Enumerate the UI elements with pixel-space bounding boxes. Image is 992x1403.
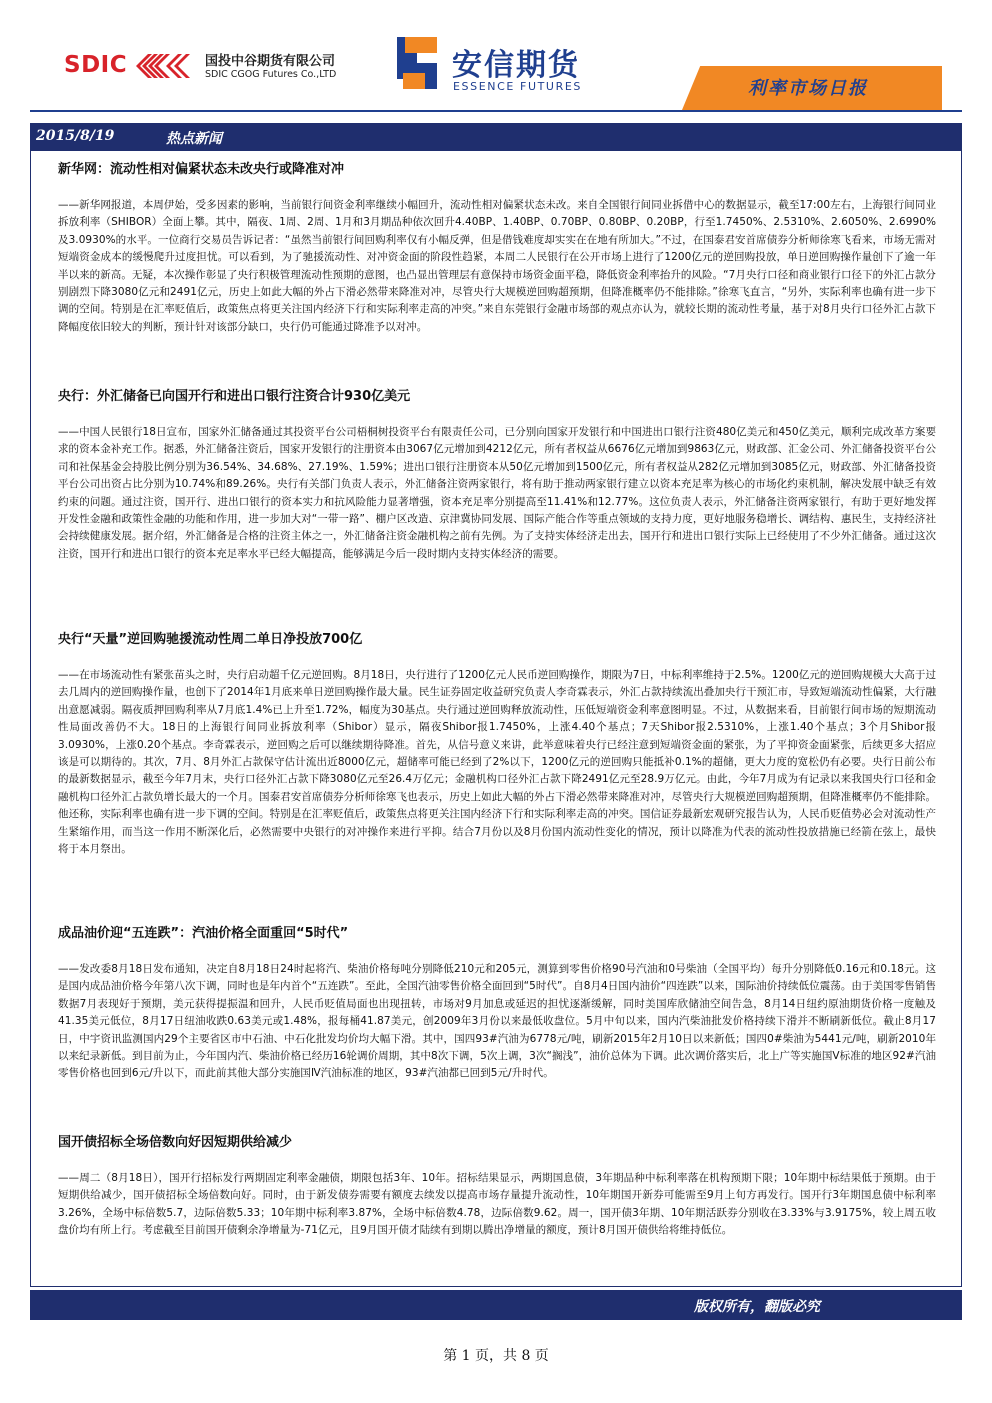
report-header [0,0,992,120]
news-item [58,1133,936,1240]
news-title: 央行：外汇储备已向国开行和进出口银行注资合计930亿美元 [58,389,411,404]
news-title: 央行“天量”逆回购驰援流动性周二单日净投放700亿 [58,632,363,647]
news-body: ——在市场流动性有紧张苗头之时，央行启动超千亿元逆回购。8月18日，央行进行了1200亿元人民币逆回购操作，期限为7日，中标利率维持于2.5%。1200亿元的逆回购规模大大高于过去几周内的逆回购操作量，也创下了2014年1月底来单日逆回购操作最大量。民生证券固定收益研究负责人李奇霖表示，外汇占款持续流出叠加央行干预汇市，导致短端流动性偏紧，大行融出意愿减弱。隔夜质押回购利率从7月底1.4%已上升至1.72%，幅度为30基点。央行通过逆回购释放流动性，压低短端资金利率意图明显。不过，从数据来看，目前银行间市场的短期流动性局面改善仍不大。18日的上海银行间同业拆放利率（Shibor）显示，隔夜Shibor报1.7450%，上涨4.40个基点；7天Shibor报2.5310%，上涨1.40个基点；3个月Shibor报3.0930%，上涨0.20个基点。李奇霖表示，逆回购之后可以继续期待降准。首先，从信号意义来讲，此举意味着央行已经注意到短端资金面的紧张，为了平抑资金面紧张，后续更多大招应该是可以期待的。其次，7月、8月外汇占款保守估计流出近8000亿元，超储率可能已经到了2%以下，1200亿元的逆回购只能抵补0.1%的超储，更大力度的宽松仍有必要。央行日前公布的最新数据显示，截至今年7月末，央行口径外汇占款下降3080亿元至26.4万亿元；金融机构口径外汇占款下降2491亿元至28.9万亿元。由此，今年7月成为有记录以来我国央行口径和金融机构口径外汇占款负增长最大的一个月。国泰君安首席债券分析师徐寒飞也表示，历史上如此大幅的外占下滑必然带来降准对冲，尽管央行大规模逆回购超预期，但降准概率仍不能排除。他还称，实际利率也确有进一步下调的空间。特别是在汇率贬值后，政策焦点将更关注国内经济下行和实际利率走高的冲突。国信证券最新宏观研究报告认为，人民币贬值势必会对流动性产生紧缩作用，而当这一作用不断深化后，必然需要中央银行的对冲操作来进行平抑。结合7月份以及8月份国内流动性变化的情况，预计以降准为代表的流动性投放措施已经箭在弦上，最快将于本月祭出。 [58,669,936,856]
copyright-bar [30,1290,962,1320]
date-section-bar [30,123,962,151]
news-title: 成品油价迎“五连跌”：汽油价格全面重回“5时代” [58,926,349,941]
news-item [58,630,936,858]
company-name-en: SDIC CGOG Futures Co.,LTD [205,69,337,80]
news-title: 新华网：流动性相对偏紧状态未改央行或降准对冲 [58,162,345,177]
section-title: 热点新闻 [166,131,222,147]
report-date: 2015/8/19 [36,128,115,144]
essence-logo-icon [393,33,441,93]
sdic-logo-text: SDIC [64,52,128,78]
news-item [58,924,936,1083]
news-item [58,387,936,563]
news-body: ——周二（8月18日），国开行招标发行两期固定利率金融债，期限包括3年、10年。招标结果显示，两期国息债，3年期品种中标利率落在机构预期下限；10年期中标结果低于预期。由于短期供给减少，国开债招标全场倍数向好。同时，由于新发债券需要有额度去续发以提高市场存量提升流动性，10年期国开新券可能需至9月上旬方再发行。国开行3年期国息债中标利率3.26%，全场中标倍数5.7，边际倍数5.33；10年期中标利率3.87%，全场中标倍数4.78，边际倍数9.62。周一，国开债3年期、10年期活跃券分别收在3.33%与3.9175%，较上周五收盘价均有所上行。考虑截至目前国开债剩余净增量为-71亿元，且9月国开债才陆续有到期以腾出净增量的额度，预计8月国开债供给将维持低位。 [58,1172,936,1237]
news-body: ——中国人民银行18日宣布，国家外汇储备通过其投资平台公司梧桐树投资平台有限责任公司，已分别向国家开发银行和中国进出口银行注资480亿美元和450亿美元，顺利完成改革方案要求的资本金补充工作。据悉，外汇储备注资后，国家开发银行的注册资本由3067亿元增加到4212亿元，所有者权益从6676亿元增加到9863亿元，财政部、汇金公司、外汇储备投资平台公司和社保基金会持股比例分别为36.54%、34.68%、27.19%、1.59%；进出口银行注册资本从50亿元增加到1500亿元，所有者权益从282亿元增加到3085亿元，财政部、外汇储备投资平台公司出资占比分别为10.74%和89.26%。央行有关部门负责人表示，外汇储备注资两家银行，将有助于推动两家银行建立以资本充足率为核心的市场化约束机制，解决发展中缺乏有效约束的问题。通过注资，国开行、进出口银行的资本实力和抗风险能力显著增强，资本充足率分别提高至11.41%和12.77%。这位负责人表示，外汇储备注资两家银行，有助于更好地发挥开发性金融和政策性金融的功能和作用，进一步加大对“一带一路”、棚户区改造、京津冀协同发展、国际产能合作等重点领域的支持力度，更好地服务稳增长、调结构、惠民生，支持经济社会持续健康发展。据介绍，外汇储备是合格的注资主体之一，外汇储备注资金融机构之前有先例。为了支持实体经济走出去，国开行和进出口银行实际上已经使用了不少外汇储备。通过这次注资，国开行和进出口银行的资本充足率水平已经大幅提高，能够满足今后一段时期内支持实体经济的需要。 [58,426,936,560]
news-body: ——发改委8月18日发布通知，决定自8月18日24时起将汽、柴油价格每吨分别降低210元和205元，测算到零售价格90号汽油和0号柴油（全国平均）每升分别降低0.16元和0.18元。这是国内成品油价格今年第八次下调，同时也是年内首个“五连跌”。至此，全国汽油零售价格全面回到“5时代”。自8月4日国内油价“四连跌”以来，国际油价持续低位震荡。由于美国零售销售数据7月表现好于预期，美元获得提振温和回升，人民币贬值局面也出现扭转，市场对9月加息或延迟的担忧逐渐缓解，同时美国库欣储油空间告急，8月14日纽约原油期货价格一度触及41.35美元低位，8月17日纽油收跌0.63美元或1.48%，报每桶41.87美元，创2009年3月份以来最低收盘位。5月中旬以来，国内汽柴油批发价格持续下滑并不断刷新低位。截止8月17日，中宇资讯监测国内29个主要省区市中石油、中石化批发均价均大幅下滑。其中，国四93#汽油为6778元/吨，刷新2015年2月10日以来新低；国四0#柴油为5441元/吨，刷新2010年以来纪录新低。到目前为止，今年国内汽、柴油价格已经历16轮调价周期，其中8次下调，5次上调，3次“搁浅”，油价总体为下调。此次调价落实后，北上广等实施国V标准的地区92#汽油零售价格也回到6元/升以下，而此前其他大部分实施国Ⅳ汽油标准的地区，93#汽油都已回到5元/升时代。 [58,963,936,1080]
header-divider [30,110,962,112]
company-name-cn: 国投中谷期货有限公司 [205,54,336,69]
report-title: 利率市场日报 [748,78,868,99]
news-body: ——新华网报道，本周伊始，受多因素的影响，当前银行间资金利率继续小幅回升，流动性相对偏紧状态未改。来自全国银行间同业拆借中心的数据显示，截至17:00左右，上海银行间同业拆放利率（SHIBOR）全面上攀。其中，隔夜、1周、2周、1月和3月期品种依次回升4.40BP、1.40BP、0.70BP、0.80BP、0.20BP，行至1.7450%、2.5310%、2.6050%、2.6990%及3.0930%的水平。一位商行交易员告诉记者：“虽然当前银行间回购利率仅有小幅反弹，但是借钱难度却实实在在地有所加大。”不过，在国泰君安首席债券分析师徐寒飞看来，市场无需对短端资金成本的缓慢爬升过度担忧。可以看到，为了驰援流动性、对冲资金面的阶段性趋紧，本周二人民银行在公开市场上进行了1200亿元的逆回购投放，单日逆回购操作量创下了逾一年半以来的新高。无疑，本次操作彰显了央行积极管理流动性预期的意图，也凸显出管理层有意保持市场资金面平稳，降低资金利率抬升的风险。“7月央行口径和商业银行口径下的外汇占款分别剧烈下降3080亿元和2491亿元，历史上如此大幅的外占下滑必然带来降准对冲，尽管央行大规模逆回购超预期，但降准概率仍不能排除。”徐寒飞直言，“另外，实际利率也确有进一步下调的空间。特别是在汇率贬值后，政策焦点将更关注国内经济下行和实际利率走高的冲突。”来自东莞银行金融市场部的观点亦认为，就较长期的流动性考量，基于对8月央行口径外汇占款下降幅度依旧较大的判断，预计针对该部分缺口，央行仍可能通过降准予以对冲。 [58,199,936,333]
sdic-logo-icon [136,52,194,80]
news-title: 国开债招标全场倍数向好因短期供给减少 [58,1135,293,1150]
essence-name-cn: 安信期货 [452,48,580,83]
essence-name-en: ESSENCE FUTURES [453,80,582,93]
news-item [58,160,936,336]
page-number: 第 1 页，共 8 页 [443,1348,549,1364]
copyright-text: 版权所有，翻版必究 [694,1299,820,1315]
